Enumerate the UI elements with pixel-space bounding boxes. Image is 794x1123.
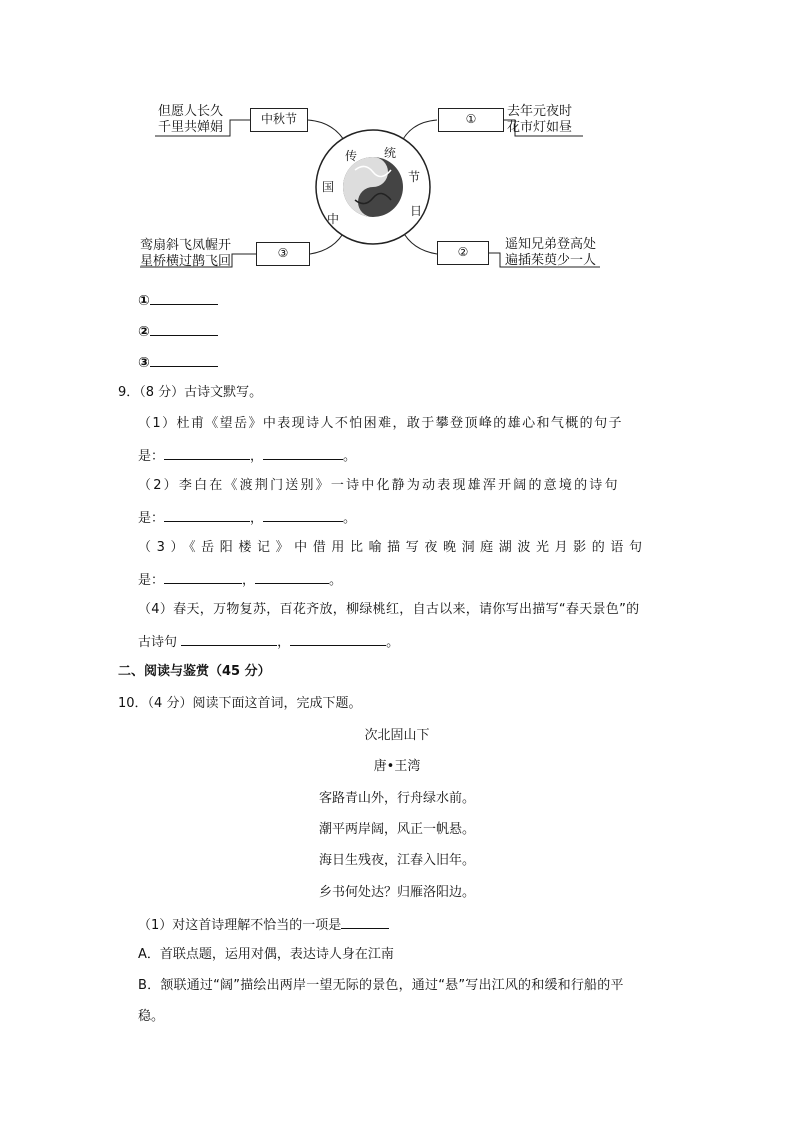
poem-line: 海日生残夜，江春入旧年。 bbox=[318, 853, 475, 868]
q9-part2-line2: 是： ， 。 bbox=[138, 511, 357, 526]
quote-line: 去年元夜时 bbox=[507, 104, 573, 119]
poem-title: 次北固山下 bbox=[364, 728, 430, 743]
answer-line-3[interactable] bbox=[138, 352, 218, 371]
emblem-char-4: 统 bbox=[384, 146, 397, 160]
blank[interactable] bbox=[341, 916, 389, 929]
emblem-char-6: 日 bbox=[410, 204, 423, 218]
quote-top-right bbox=[507, 104, 572, 136]
quote-top-left bbox=[158, 104, 223, 136]
box-answer-3[interactable]: ③ bbox=[256, 242, 310, 266]
poem-line: 乡书何处达？归雁洛阳边。 bbox=[318, 885, 475, 900]
quote-line: 但愿人长久 bbox=[158, 104, 224, 119]
blank[interactable] bbox=[255, 571, 329, 584]
quote-line: 花市灯如昼 bbox=[507, 120, 573, 135]
blank[interactable] bbox=[164, 571, 242, 584]
emblem-char-1: 中 bbox=[327, 212, 340, 226]
quote-line: 遥知兄弟登高处 bbox=[505, 237, 597, 252]
option-a[interactable]: A．首联点题，运用对偶，表达诗人身在江南 bbox=[138, 947, 394, 962]
option-b-line1[interactable]: B．颔联通过“阔”描绘出两岸一望无际的景色，通过“悬”写出江风的和缓和行船的平 bbox=[138, 978, 624, 993]
q9-part4-line1: （4）春天，万物复苏，百花齐放，柳绿桃红，自古以来，请你写出描写“春天景色”的 bbox=[138, 602, 640, 617]
box-mid-autumn: 中秋节 bbox=[250, 108, 308, 132]
answer-line-1[interactable] bbox=[138, 290, 218, 309]
q9-part2-line1: （2）李白在《渡荆门送别》一诗中化静为动表现雄浑开阔的意境的诗句 bbox=[138, 478, 620, 493]
q10-title: 10．（4 分）阅读下面这首词，完成下题。 bbox=[118, 696, 362, 711]
blank[interactable] bbox=[290, 633, 386, 646]
q9-part4-line2: 古诗句 ， 。 bbox=[138, 635, 400, 650]
answer-number: ① bbox=[138, 293, 150, 309]
blank[interactable] bbox=[263, 509, 343, 522]
emblem-char-5: 节 bbox=[408, 170, 421, 184]
q9-part3-line1: （3）《岳阳楼记》中借用比喻描写夜晚洞庭湖波光月影的语句 bbox=[138, 540, 648, 555]
option-b-line2: 稳。 bbox=[138, 1009, 165, 1024]
quote-bottom-left bbox=[140, 238, 231, 270]
quote-line: 千里共婵娟 bbox=[158, 120, 224, 135]
blank[interactable] bbox=[164, 509, 250, 522]
q9-part1-line2: 是： ， 。 bbox=[138, 449, 357, 464]
q9-title: 9．（8 分）古诗文默写。 bbox=[118, 385, 263, 400]
emblem-char-3: 传 bbox=[345, 149, 358, 163]
poem-line: 客路青山外，行舟绿水前。 bbox=[318, 791, 475, 806]
poem-line: 潮平两岸阔，风正一帆悬。 bbox=[318, 822, 475, 837]
quote-bottom-right bbox=[505, 237, 596, 269]
answer-number: ③ bbox=[138, 355, 150, 371]
poem-author: 唐•王湾 bbox=[373, 759, 421, 774]
quote-line: 星桥横过鹊飞回 bbox=[140, 254, 232, 269]
answer-number: ② bbox=[138, 324, 150, 340]
q9-part3-line2: 是： ， 。 bbox=[138, 573, 343, 588]
blank[interactable] bbox=[181, 633, 277, 646]
emblem-char-2: 国 bbox=[322, 180, 335, 194]
box-answer-2[interactable]: ② bbox=[437, 241, 489, 265]
answer-line-2[interactable] bbox=[138, 321, 218, 340]
quote-line: 鸾扇斜飞凤幄开 bbox=[140, 238, 232, 253]
q9-part1-line1: （1）杜甫《望岳》中表现诗人不怕困难，敢于攀登顶峰的雄心和气概的句子 bbox=[138, 416, 623, 431]
section-heading: 二、阅读与鉴赏（45 分） bbox=[118, 664, 271, 679]
festival-diagram bbox=[0, 0, 794, 290]
blank[interactable] bbox=[263, 447, 343, 460]
box-answer-1[interactable]: ① bbox=[438, 108, 504, 132]
q10-sub1: （1）对这首诗理解不恰当的一项是 bbox=[138, 916, 389, 934]
quote-line: 遍插茱萸少一人 bbox=[505, 253, 597, 268]
blank[interactable] bbox=[164, 447, 250, 460]
